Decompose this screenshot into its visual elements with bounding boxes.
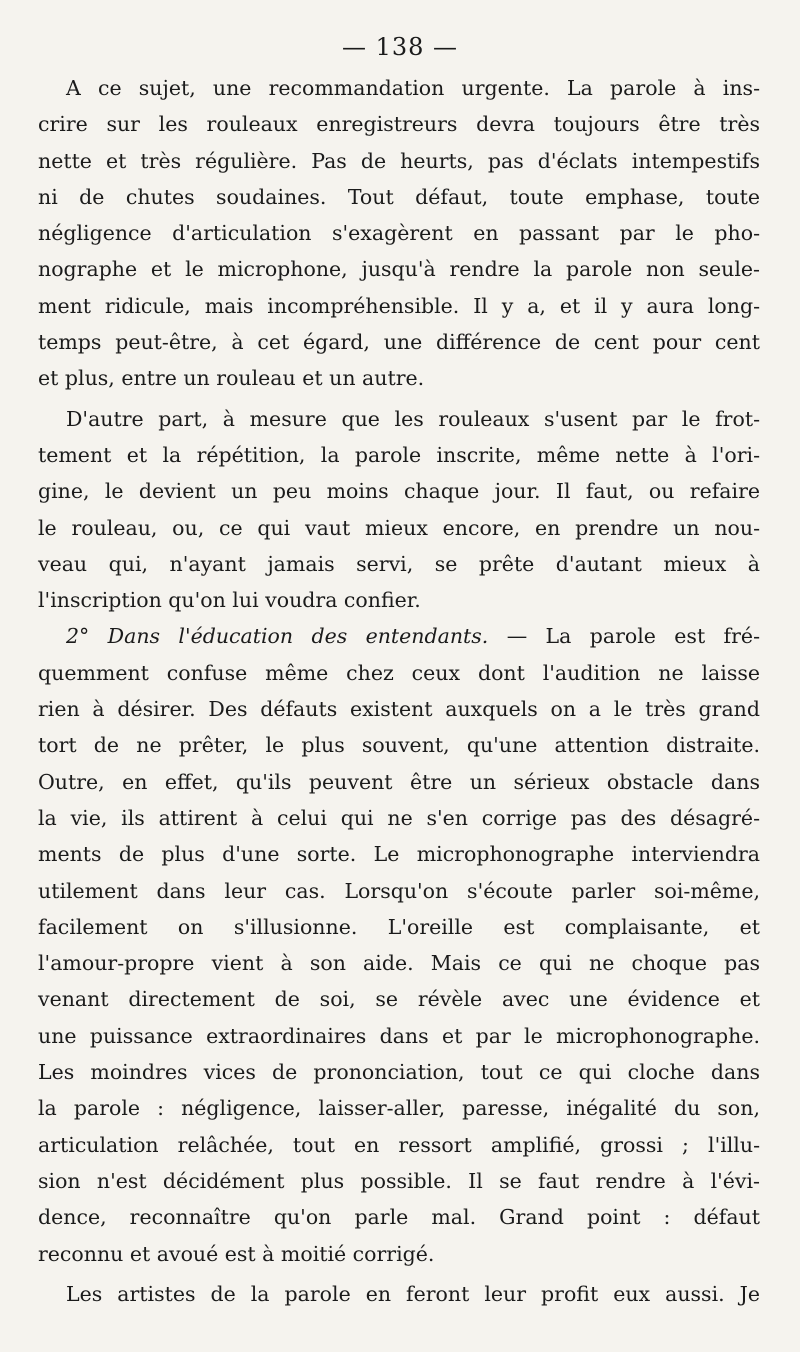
text-line: temps peut-être, à cet égard, une différence de cent pour cent [38, 330, 760, 355]
paragraph [38, 618, 760, 1271]
text-line: le rouleau, ou, ce qui vaut mieux encore, en prendre un nou- [38, 515, 760, 540]
paragraph [38, 70, 760, 397]
text-line: articulation relâchée, tout en ressort amplifié, grossi ; l'illu- [38, 1132, 760, 1157]
paragraph [38, 401, 760, 619]
text-line: venant directement de soi, se révèle avec une évidence et [38, 987, 760, 1012]
text-line [38, 618, 760, 654]
text-line: facilement on s'illusionne. L'oreille est complaisante, et [38, 914, 760, 939]
text-line: ni de chutes soudaines. Tout défaut, toute emphase, toute [38, 184, 760, 209]
paragraph [38, 1276, 760, 1312]
text-line: reconnu et avoué est à moitié corrigé. [38, 1241, 435, 1266]
text-line: tement et la répétition, la parole inscrite, même nette à l'ori- [38, 442, 760, 467]
text-line: crire sur les rouleaux enregistreurs devra toujours être très [38, 112, 760, 137]
text-line: quemment confuse même chez ceux dont l'audition ne laisse [38, 660, 760, 685]
text-line: et plus, entre un rouleau et un autre. [38, 366, 425, 391]
text-line: nographe et le microphone, jusqu'à rendre la parole non seule- [38, 257, 760, 282]
text-line: nette et très régulière. Pas de heurts, pas d'éclats intempestifs [38, 148, 760, 173]
text-line: tort de ne prêter, le plus souvent, qu'une attention distraite. [38, 733, 760, 758]
text-line: Les artistes de la parole en feront leur profit eux aussi. Je [66, 1281, 760, 1306]
text-line: gine, le devient un peu moins chaque jour. Il faut, ou refaire [38, 479, 760, 504]
text-line: A ce sujet, une recommandation urgente. La parole à ins- [66, 76, 760, 100]
text-line: l'inscription qu'on lui voudra confier. [38, 588, 421, 613]
text-line: ment ridicule, mais incompréhensible. Il y a, et il y aura long- [38, 293, 760, 318]
text-line: l'amour-propre vient à son aide. Mais ce qui ne choque pas [38, 951, 760, 976]
text-run: — La parole est fré- [488, 624, 760, 649]
text-line: D'autre part, à mesure que les rouleaux s'usent par le frot- [66, 406, 760, 431]
text-line: Outre, en effet, qu'ils peuvent être un sérieux obstacle dans [38, 769, 760, 794]
text-line: une puissance extraordinaires dans et par le microphonographe. [38, 1023, 760, 1048]
text-line: la vie, ils attirent à celui qui ne s'en corrige pas des désagré- [38, 805, 760, 830]
text-line: la parole : négligence, laisser-aller, paresse, inégalité du son, [38, 1096, 760, 1121]
text-line: rien à désirer. Des défauts existent auxquels on a le très grand [38, 697, 760, 722]
text-line: Les moindres vices de prononciation, tout ce qui cloche dans [38, 1060, 760, 1085]
section-heading: 2° Dans l'éducation des entendants. [66, 624, 489, 649]
text-line: utilement dans leur cas. Lorsqu'on s'écoute parler soi-même, [38, 878, 760, 903]
page-number: — 138 — [341, 33, 459, 61]
text-line: dence, reconnaître qu'on parle mal. Grand point : défaut [38, 1205, 760, 1230]
text-line: ments de plus d'une sorte. Le microphonographe interviendra [38, 842, 760, 867]
text-line: négligence d'articulation s'exagèrent en passant par le pho- [38, 221, 760, 246]
body-text [38, 70, 760, 1312]
text-line: sion n'est décidément plus possible. Il se faut rendre à l'évi- [38, 1168, 760, 1193]
text-line: veau qui, n'ayant jamais servi, se prête d'autant mieux à [38, 551, 760, 576]
